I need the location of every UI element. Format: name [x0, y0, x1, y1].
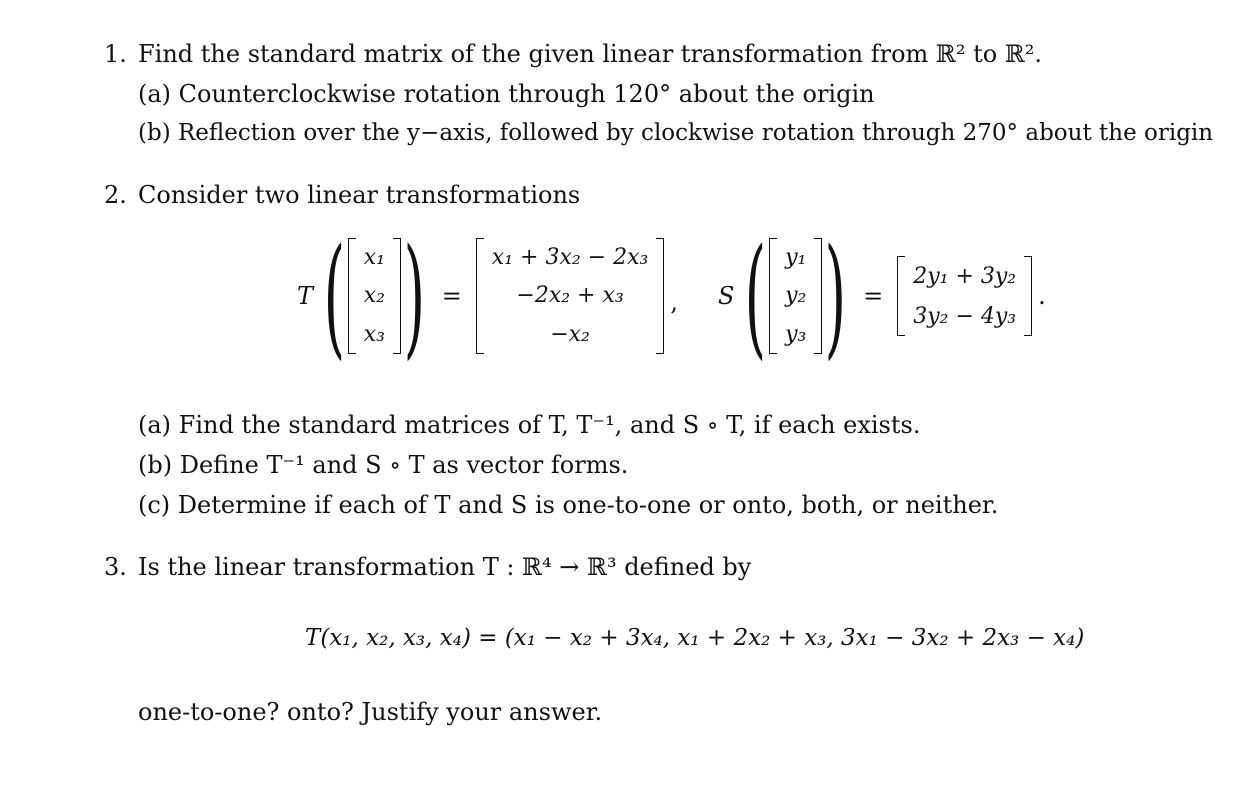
problem-1-number: 1.: [104, 40, 127, 68]
s-output-entry: 3y₂ − 4y₃: [913, 303, 1017, 329]
s-input-entry: y₃: [785, 322, 807, 348]
right-paren: ): [403, 220, 425, 372]
problem-3-number: 3.: [104, 553, 127, 581]
t-input-entry: x₃: [363, 322, 385, 348]
t-input-vector: [348, 238, 401, 354]
t-output-entry: −2x₂ + x₃: [516, 283, 624, 309]
t-input-entry: x₂: [363, 283, 385, 309]
s-output-vector: [897, 256, 1032, 336]
problem-3-formula: T(x₁, x₂, x₃, x₄) = (x₁ − x₂ + 3x₄, x₁ + 2x₂ + x₃, 3x₁ − 3x₂ + 2x₃ − x₄): [305, 625, 1085, 651]
equals-sign: =: [863, 282, 884, 310]
t-function-name: T: [297, 282, 314, 310]
problem-2-part-a: (a) Find the standard matrices of T, T⁻¹, and S ∘ T, if each exists.: [138, 411, 921, 439]
problem-3-stem: Is the linear transformation T : ℝ⁴ → ℝ³ defined by: [138, 553, 752, 581]
problem-2-number: 2.: [104, 181, 127, 209]
problem-2-stem: Consider two linear transformations: [138, 181, 581, 209]
t-input-entry: x₁: [363, 244, 385, 270]
t-output-vector: [476, 238, 665, 354]
problem-1-stem: Find the standard matrix of the given linear transformation from ℝ² to ℝ².: [138, 40, 1043, 68]
s-function-name: S: [717, 282, 735, 310]
t-output-entry: x₁ + 3x₂ − 2x₃: [491, 244, 649, 270]
comma: ,: [670, 288, 678, 316]
right-paren: ): [825, 220, 847, 372]
s-output-entry: 2y₁ + 3y₂: [913, 263, 1017, 289]
problem-1-part-b: (b) Reflection over the y−axis, followed by clockwise rotation through 270° about the origin: [138, 120, 1214, 146]
problem-1-part-a: (a) Counterclockwise rotation through 120° about the origin: [138, 80, 875, 108]
period: .: [1038, 282, 1046, 310]
left-paren: (: [745, 220, 767, 372]
problem-2-part-b: (b) Define T⁻¹ and S ∘ T as vector forms.: [138, 451, 629, 479]
left-paren: (: [323, 220, 346, 372]
problem-3-question: one-to-one? onto? Justify your answer.: [138, 698, 603, 726]
transformation-definitions: [297, 220, 1046, 372]
equals-sign: =: [441, 282, 462, 310]
s-input-entry: y₁: [785, 244, 807, 270]
s-input-entry: y₂: [785, 283, 807, 309]
problem-2-part-c: (c) Determine if each of T and S is one-to-one or onto, both, or neither.: [138, 491, 999, 519]
s-input-vector: [769, 238, 822, 354]
t-output-entry: −x₂: [550, 322, 590, 348]
